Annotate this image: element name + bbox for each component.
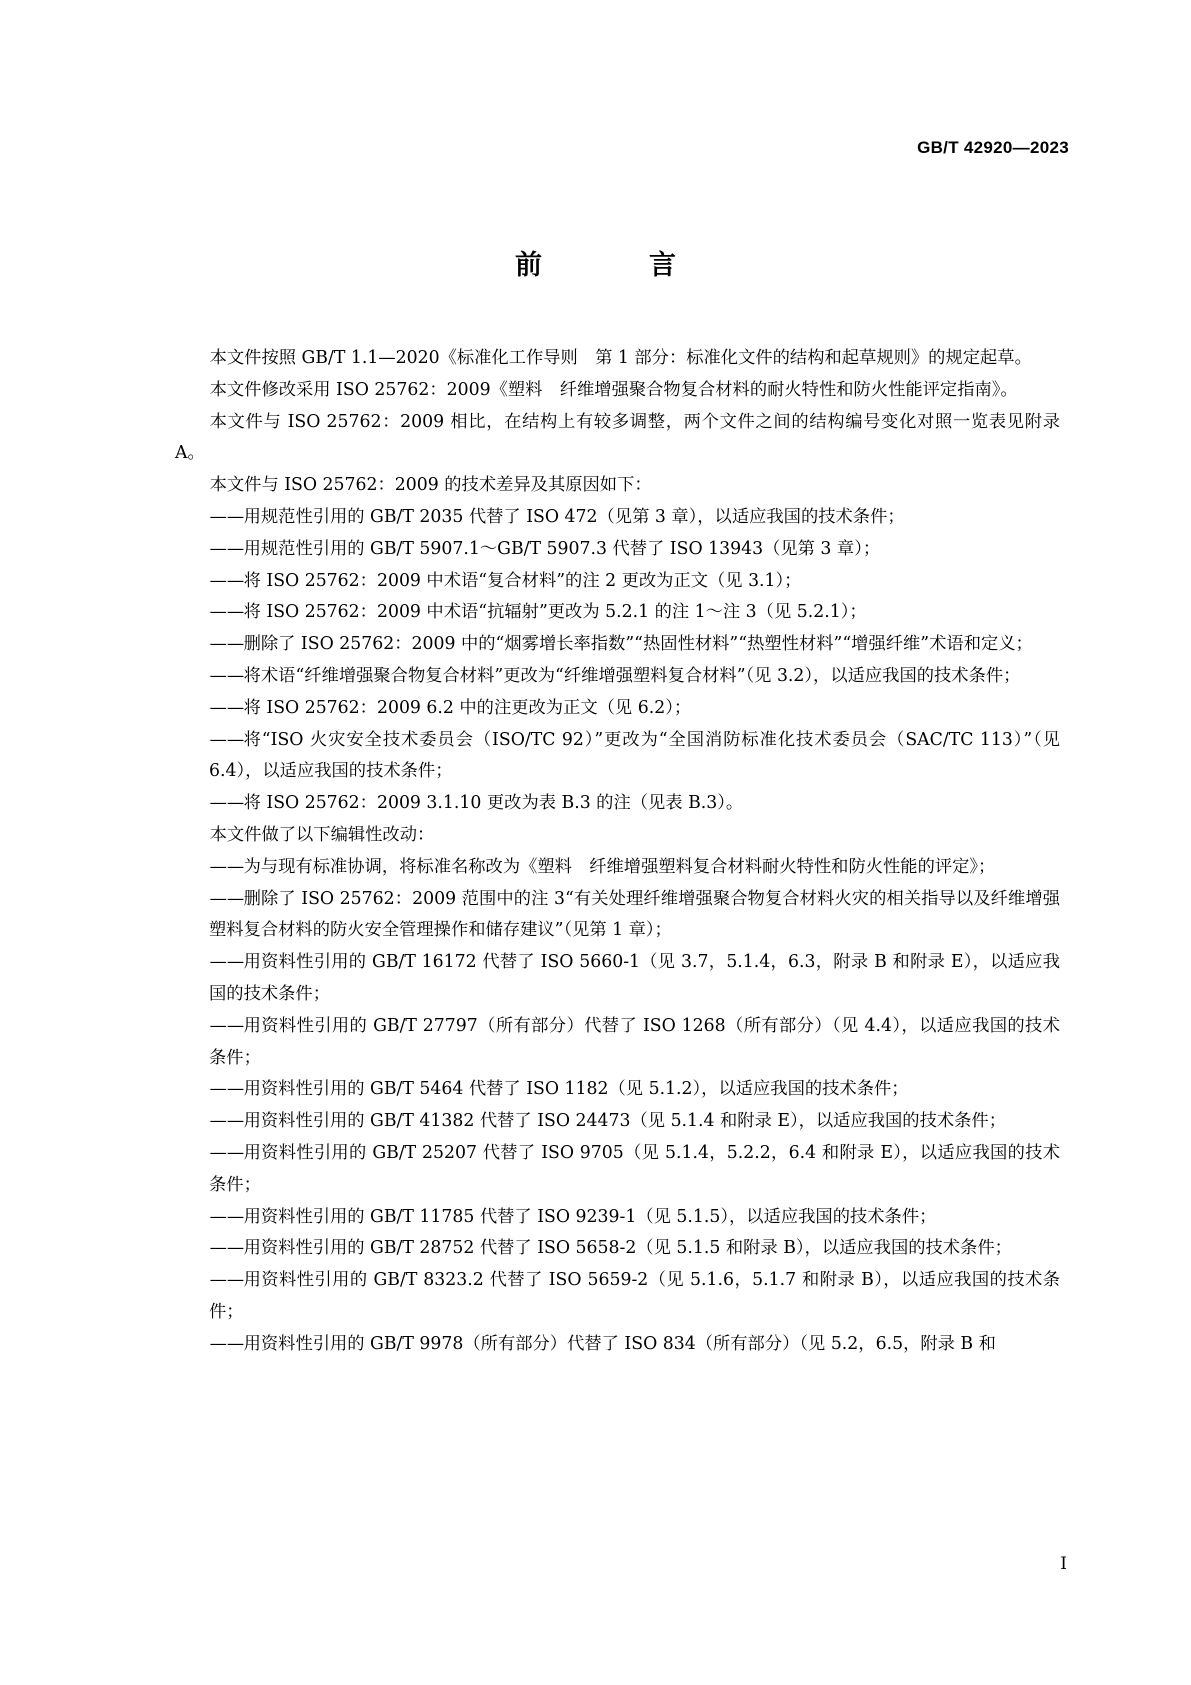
dash-marker: —— xyxy=(209,888,245,909)
dash-marker: —— xyxy=(209,793,245,814)
list-item: —— 将 ISO 25762：2009 3.1.10 更改为表 B.3 的注（见表 B.3）。 xyxy=(175,788,1060,820)
list-item: —— 用规范性引用的 GB/T 2035 代替了 ISO 472（见第 3 章），以适应我国的技术条件； xyxy=(175,502,1060,534)
dash-marker: —— xyxy=(209,729,245,750)
dash-marker: —— xyxy=(209,1206,245,1227)
tech-differences-list xyxy=(175,502,1060,820)
dash-marker: —— xyxy=(209,538,245,559)
foreword-body xyxy=(175,343,1060,1361)
dash-marker: —— xyxy=(209,1270,245,1291)
page-title: 前 言 xyxy=(515,250,716,281)
paragraph-tech-differences: 本文件与 ISO 25762：2009 的技术差异及其原因如下： xyxy=(209,475,652,496)
paragraph-structure: 本文件与 ISO 25762：2009 相比，在结构上有较多调整，两个文件之间的结构编号变化对照一览表见附录 A。 xyxy=(175,411,1060,464)
dash-marker: —— xyxy=(209,1238,245,1259)
list-item: —— 将 ISO 25762：2009 中术语“复合材料”的注 2 更改为正文（见 3.1）； xyxy=(175,566,1060,598)
list-item: —— 将“ISO 火灾安全技术委员会（ISO/TC 92）”更改为“全国消防标准化技术委员会（SAC/TC 113）”（见 6.4），以适应我国的技术条件； xyxy=(175,725,1060,789)
list-item: —— 用资料性引用的 GB/T 8323.2 代替了 ISO 5659-2（见 5.1.6，5.1.7 和附录 B），以适应我国的技术条件； xyxy=(175,1265,1060,1329)
dash-marker: —— xyxy=(209,697,245,718)
dash-marker: —— xyxy=(209,856,245,877)
dash-marker: —— xyxy=(209,602,245,623)
list-item: —— 用资料性引用的 GB/T 5464 代替了 ISO 1182（见 5.1.2），以适应我国的技术条件； xyxy=(175,1074,1060,1106)
editorial-changes-list xyxy=(175,852,1060,1361)
list-item: —— 用资料性引用的 GB/T 25207 代替了 ISO 9705（见 5.1.4，5.2.2，6.4 和附录 E），以适应我国的技术条件； xyxy=(175,1138,1060,1202)
list-item: —— 将术语“纤维增强聚合物复合材料”更改为“纤维增强塑料复合材料”（见 3.2），以适应我国的技术条件； xyxy=(175,661,1060,693)
dash-marker: —— xyxy=(209,570,245,591)
list-item: —— 删除了 ISO 25762：2009 范围中的注 3“有关处理纤维增强聚合物复合材料火灾的相关指导以及纤维增强塑料复合材料的防火安全管理操作和储存建议”（见第 1 章）； xyxy=(175,884,1060,948)
dash-marker: —— xyxy=(209,1333,245,1354)
list-item: —— 用资料性引用的 GB/T 11785 代替了 ISO 9239-1（见 5.1.5），以适应我国的技术条件； xyxy=(175,1202,1060,1234)
dash-marker: —— xyxy=(209,1111,245,1132)
list-item: —— 删除了 ISO 25762：2009 中的“烟雾增长率指数”“热固性材料”“热塑性材料”“增强纤维”术语和定义； xyxy=(175,629,1060,661)
list-item: —— 用资料性引用的 GB/T 41382 代替了 ISO 24473（见 5.1.4 和附录 E），以适应我国的技术条件； xyxy=(175,1106,1060,1138)
list-item: —— 用资料性引用的 GB/T 9978（所有部分）代替了 ISO 834（所有部分）（见 5.2，6.5，附录 B 和 xyxy=(175,1329,1060,1361)
list-item: —— 用资料性引用的 GB/T 28752 代替了 ISO 5658-2（见 5.1.5 和附录 B），以适应我国的技术条件； xyxy=(175,1233,1060,1265)
page-number: I xyxy=(1060,1554,1067,1574)
list-item: —— 用资料性引用的 GB/T 27797（所有部分）代替了 ISO 1268（所有部分）（见 4.4），以适应我国的技术条件； xyxy=(175,1011,1060,1075)
list-item: —— 用规范性引用的 GB/T 5907.1～GB/T 5907.3 代替了 ISO 13943（见第 3 章）； xyxy=(175,534,1060,566)
list-item: —— 将 ISO 25762：2009 中术语“抗辐射”更改为 5.2.1 的注 1～注 3（见 5.2.1）； xyxy=(175,597,1060,629)
standard-code: GB/T 42920—2023 xyxy=(917,138,1069,157)
dash-marker: —— xyxy=(209,634,245,655)
dash-marker: —— xyxy=(209,1142,245,1163)
paragraph-editorial-changes: 本文件做了以下编辑性改动： xyxy=(209,824,435,845)
dash-marker: —— xyxy=(209,952,245,973)
list-item: —— 为与现有标准协调，将标准名称改为《塑料 纤维增强塑料复合材料耐火特性和防火性能的评定》； xyxy=(175,852,1060,884)
list-item: —— 将 ISO 25762：2009 6.2 中的注更改为正文（见 6.2）； xyxy=(175,693,1060,725)
dash-marker: —— xyxy=(209,1015,245,1036)
list-item: —— 用资料性引用的 GB/T 16172 代替了 ISO 5660-1（见 3.7，5.1.4，6.3，附录 B 和附录 E），以适应我国的技术条件； xyxy=(175,947,1060,1011)
paragraph-adoption: 本文件修改采用 ISO 25762：2009《塑料 纤维增强聚合物复合材料的耐火特性和防火性能评定指南》。 xyxy=(209,379,1018,400)
paragraph-drafting-rules: 本文件按照 GB/T 1.1—2020《标准化工作导则 第 1 部分：标准化文件的结构和起草规则》的规定起草。 xyxy=(209,348,1032,368)
dash-marker: —— xyxy=(209,506,245,527)
dash-marker: —— xyxy=(209,665,245,686)
dash-marker: —— xyxy=(209,1079,245,1100)
